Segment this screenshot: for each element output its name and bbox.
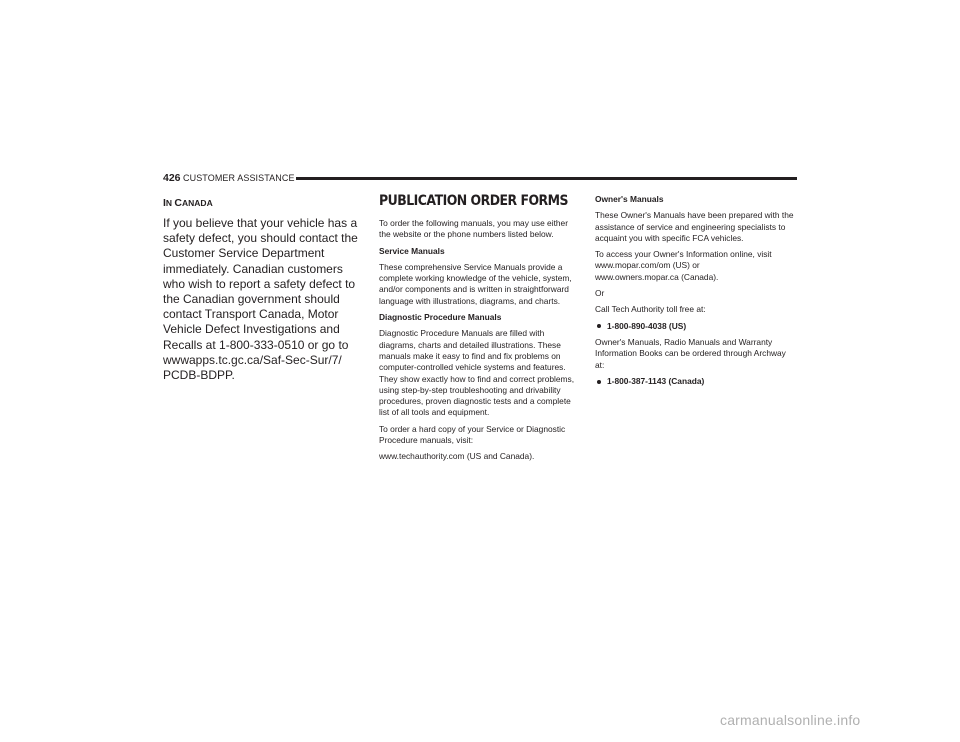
canada-paragraph: If you believe that your vehicle has a safety defect, you should contact the Customer Service Department immediately. Canadian customers who wish to report a safety defect to the Canadian government should contact Transport Canada, Motor Vehicle Defect Investigations and Recalls at 1-800-333-0510 or go to wwwapps.tc.gc.ca/Saf-Sec-Sur/7/ PCDB-BDPP.: [163, 216, 358, 383]
service-manuals-text: These comprehensive Service Manuals provide a complete working knowledge of the vehicle, system, and/or components and is written in straightforward language with illustrations, diagrams, and charts.: [379, 261, 572, 306]
diagnostic-manuals-heading: Diagnostic Procedure Manuals: [379, 312, 502, 323]
header-rule: [296, 177, 797, 180]
or-text: Or: [595, 288, 605, 299]
column-canada: [163, 196, 363, 383]
phone-us-item: [595, 321, 797, 332]
watermark: carmanualsonline.info: [720, 712, 861, 728]
mopar-us-link[interactable]: www.mopar.com/om (US) or: [595, 260, 700, 271]
radio-manuals-text: Owner's Manuals, Radio Manuals and Warranty Information Books can be ordered through Archway at:: [595, 336, 786, 370]
publication-title: PUBLICATION ORDER FORMS: [379, 193, 568, 209]
canada-heading: IN CANADA: [163, 197, 213, 209]
techauthority-link[interactable]: www.techauthority.com (US and Canada).: [379, 451, 535, 462]
mopar-ca-link[interactable]: www.owners.mopar.ca (Canada).: [595, 271, 719, 282]
access-text: To access your Owner's Information online, visit: [595, 249, 772, 260]
owners-manuals-text: These Owner's Manuals have been prepared with the assistance of service and engineering specialists to acquaint you with specific FCA vehicles.: [595, 210, 794, 243]
publication-intro: To order the following manuals, you may use either the website or the phone numbers listed below.: [379, 218, 569, 240]
page-header: [163, 171, 797, 185]
call-text: Call Tech Authority toll free at:: [595, 304, 706, 315]
diagnostic-manuals-text: Diagnostic Procedure Manuals are filled with diagrams, charts and detailed illustrations. These manuals make it easy to find and fix problems on computer-controlled vehicle systems and features. They show exactly how to find and correct problems, using step-by-step troubleshooting and drivability procedures, proven diagnostic tests and a complete list of all tools and equipment.: [379, 328, 575, 418]
bullet-icon: [597, 324, 601, 328]
service-manuals-heading: Service Manuals: [379, 245, 445, 256]
bullet-icon: [597, 380, 601, 384]
order-text: To order a hard copy of your Service or Diagnostic Procedure manuals, visit:: [379, 423, 566, 446]
owners-manuals-heading: Owner's Manuals: [595, 194, 664, 204]
phone-ca-item: [595, 376, 797, 387]
column-owners: [595, 194, 797, 392]
phone-us: 1-800-890-4038 (US): [607, 320, 687, 331]
section-title: CUSTOMER ASSISTANCE: [183, 173, 295, 183]
column-publication: [379, 192, 581, 468]
phone-ca: 1-800-387-1143 (Canada): [607, 375, 705, 386]
page-number: 426: [163, 172, 181, 184]
